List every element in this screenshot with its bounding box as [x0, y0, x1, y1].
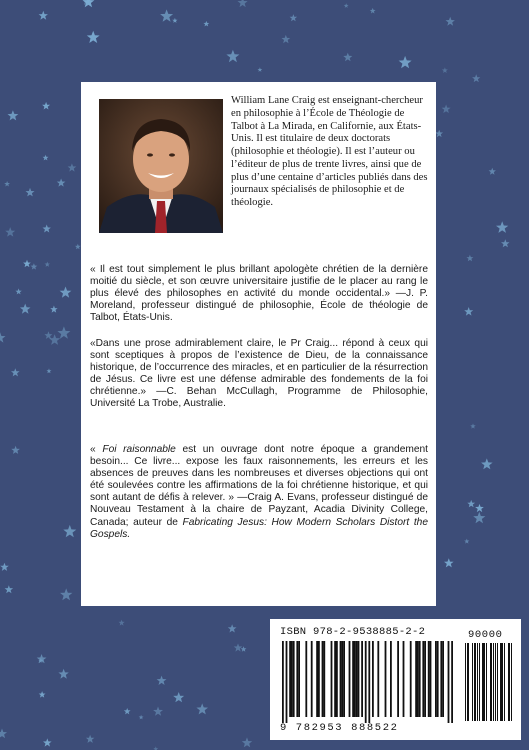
barcode-bar — [430, 641, 432, 717]
star-icon — [8, 110, 19, 120]
barcode-bar — [305, 641, 307, 717]
barcode-box — [270, 619, 521, 740]
star-icon — [49, 334, 60, 345]
price-barcode-bar — [483, 643, 484, 721]
barcode-bar — [354, 641, 356, 717]
price-barcode-bar — [497, 643, 498, 721]
price-barcode-bar — [486, 643, 487, 721]
star-icon — [124, 708, 131, 714]
star-icon — [173, 692, 184, 702]
barcode-bar — [296, 641, 298, 717]
star-icon — [343, 53, 352, 62]
endorsement-mccullagh: «Dans une prose admirablement claire, le Pr Craig... répond à ceux qui sont sceptiques à propos de l’existence de Dieu, de la connaissance historique, de l’occurrence des miracles, et en particulier de la résurrection de Jésus. Ce livre est une défense admirable des fondements de la foi chrétienne.» —C. Behan McCullagh, Programme de Philosophie, Université La Trobe, Australie. — [90, 338, 428, 410]
star-icon — [0, 332, 6, 343]
star-icon — [258, 67, 263, 72]
price-barcode-bar — [508, 643, 509, 721]
barcode-bar — [435, 641, 437, 717]
star-icon — [23, 260, 31, 267]
star-icon — [399, 56, 412, 68]
star-icon — [153, 746, 158, 750]
star-icon — [0, 729, 7, 739]
barcode-bar — [368, 641, 370, 723]
quote-open: « — [90, 444, 103, 455]
star-icon — [467, 255, 474, 262]
price-barcode-bar — [504, 643, 505, 721]
star-icon — [203, 21, 209, 27]
star-icon — [238, 0, 248, 7]
barcode-bar — [422, 641, 424, 717]
price-barcode-bar — [493, 643, 494, 721]
barcode-bar — [417, 641, 419, 717]
barcode-bar — [397, 641, 399, 717]
barcode-bar — [372, 641, 374, 717]
star-icon — [489, 168, 496, 175]
star-icon — [470, 423, 475, 428]
price-barcode-bar — [509, 643, 510, 721]
star-icon — [473, 512, 485, 524]
barcode-bar — [385, 641, 387, 717]
star-icon — [15, 288, 21, 294]
barcode-bar — [356, 641, 358, 717]
price-barcode-bar — [511, 643, 512, 721]
star-icon — [226, 50, 239, 63]
barcode-bar — [448, 641, 450, 723]
star-icon — [475, 504, 484, 512]
author-portrait-icon — [99, 99, 223, 233]
star-icon — [5, 227, 15, 237]
barcode-bar — [343, 641, 345, 717]
star-icon — [446, 17, 455, 26]
star-icon — [160, 9, 173, 21]
price-barcode-bar — [477, 643, 478, 721]
star-icon — [63, 525, 76, 537]
star-icon — [43, 155, 49, 161]
price-barcode-bar — [474, 643, 475, 721]
star-icon — [47, 368, 52, 373]
star-icon — [290, 14, 298, 21]
price-barcode-bar — [467, 643, 468, 721]
star-icon — [119, 620, 125, 626]
barcode-bar — [286, 641, 288, 723]
star-icon — [42, 102, 50, 110]
barcode-bar — [289, 641, 291, 717]
star-icon — [157, 676, 167, 685]
star-icon — [20, 304, 31, 314]
star-icon — [228, 624, 237, 632]
cited-book-title: Fabricating Jesus: How Modern Scholars Distort the Gospels. — [90, 516, 428, 540]
barcode-bar — [424, 641, 426, 717]
barcode-bar — [298, 641, 300, 717]
star-icon — [60, 588, 72, 600]
star-icon — [57, 326, 70, 338]
star-icon — [87, 31, 100, 43]
star-icon — [496, 221, 508, 233]
star-icon — [26, 188, 35, 197]
star-icon — [139, 715, 144, 720]
barcode-bar — [390, 641, 392, 717]
price-digits: 90000 — [468, 629, 503, 641]
price-barcode-bar — [495, 643, 496, 721]
ean-barcode-icon — [282, 641, 462, 723]
barcode-bar — [365, 641, 367, 723]
star-icon — [31, 263, 38, 269]
star-icon — [68, 163, 77, 171]
price-barcode-bar — [502, 643, 503, 721]
star-icon — [464, 539, 469, 544]
barcode-bar — [415, 641, 417, 717]
star-icon — [45, 262, 51, 267]
barcode-bar — [403, 641, 405, 717]
star-icon — [234, 643, 243, 651]
barcode-bar — [322, 641, 324, 717]
barcode-bar — [358, 641, 360, 717]
star-icon — [11, 446, 20, 454]
star-icon — [444, 558, 454, 567]
star-icon — [43, 738, 52, 746]
barcode-bar — [428, 641, 430, 717]
barcode-bar — [336, 641, 338, 717]
price-barcode-bar — [482, 643, 483, 721]
star-icon — [43, 225, 51, 233]
star-icon — [481, 458, 493, 469]
endorsement-evans — [90, 444, 428, 541]
star-icon — [60, 287, 72, 298]
barcode-bar — [440, 641, 442, 717]
price-barcode-bar — [501, 643, 502, 721]
star-icon — [196, 703, 208, 714]
barcode-bar — [334, 641, 336, 717]
price-barcode-bar — [491, 643, 492, 721]
star-icon — [442, 67, 448, 73]
star-icon — [39, 691, 46, 698]
star-icon — [86, 735, 95, 743]
star-icon — [153, 707, 163, 716]
barcode-bar — [437, 641, 439, 717]
star-icon — [75, 244, 81, 250]
star-icon — [58, 669, 68, 679]
star-icon — [172, 18, 177, 23]
barcode-bar — [410, 641, 412, 717]
star-icon — [50, 306, 57, 313]
star-icon — [5, 585, 14, 593]
star-icon — [442, 105, 451, 114]
star-icon — [11, 368, 20, 376]
price-barcode-bar — [490, 643, 491, 721]
star-icon — [435, 130, 443, 137]
star-icon — [344, 3, 349, 8]
back-cover-panel — [81, 82, 436, 606]
star-icon — [0, 563, 9, 571]
price-barcode-bar — [475, 643, 476, 721]
barcode-bar — [311, 641, 313, 717]
barcode-bar — [451, 641, 453, 723]
price-barcode-icon — [465, 643, 515, 723]
star-icon — [242, 737, 252, 747]
price-barcode-bar — [500, 643, 501, 721]
star-icon — [57, 179, 66, 187]
barcode-bar — [331, 641, 333, 717]
barcode-bar — [293, 641, 295, 717]
author-bio: William Lane Craig est enseignant-chercheur en philosophie à l’École de Théologie de Talbot à La Mirada, en Californie, aux États-Unis. Il est titulaire de deux doctorats (philosophie et théologie). Il est l’auteur ou l’éditeur de plus de trente livres, ainsi que de plus d’une centaine d’articles publiés dans des journaux spécialisés de philosophie et de théologie. — [231, 95, 428, 208]
barcode-bar — [349, 641, 351, 717]
ean-digits: 9 782953 888522 — [280, 722, 399, 734]
barcode-bar — [340, 641, 342, 717]
barcode-bar — [291, 641, 293, 717]
barcode-bar — [352, 641, 354, 717]
star-icon — [464, 307, 473, 316]
star-icon — [472, 74, 480, 82]
price-barcode-bar — [484, 643, 485, 721]
price-barcode-bar — [472, 643, 473, 721]
barcode-bar — [323, 641, 325, 717]
price-barcode-bar — [479, 643, 480, 721]
star-icon — [4, 181, 10, 187]
barcode-bar — [442, 641, 444, 717]
barcode-bar — [318, 641, 320, 717]
barcode-bar — [316, 641, 318, 717]
barcode-bar — [341, 641, 343, 717]
book-title: Foi raisonnable — [102, 444, 176, 455]
star-icon — [370, 8, 376, 14]
star-icon — [467, 500, 475, 507]
isbn-label: ISBN 978-2-9538885-2-2 — [280, 626, 426, 638]
star-icon — [501, 239, 510, 247]
barcode-bar — [361, 641, 363, 717]
price-barcode-bar — [465, 643, 466, 721]
barcode-bar — [377, 641, 379, 717]
endorsement-moreland: « Il est tout simplement le plus brillant apologète chrétien de la dernière moitié du siècle, et son œuvre universitaire justifie de le placer au rang le plus élevé des philosophes en activité du monde occidental.» —J. P. Moreland, professeur distingué de philosophie, École de théologie de Talbot, États-Unis. — [90, 264, 428, 324]
star-icon — [241, 646, 247, 651]
barcode-bar — [419, 641, 421, 717]
star-icon — [282, 35, 291, 43]
barcode-bar — [282, 641, 284, 723]
quote-body: est un ouvrage dont notre époque a grandement besoin... Ce livre... expose les faux raisonnements, les erreurs et les absences de preuves dans les nombreuses et diverses objections qui ont été soulevées contre les affirmations de la foi chrétienne historique, et qui sont autant de défis à relever. » —Craig A. Evans, professeur distingué de Nouveau Testament à la chaire de Payzant, Acadia Divinity College, Canada; auteur de — [90, 444, 429, 528]
star-icon — [44, 331, 52, 339]
price-barcode-bar — [468, 643, 469, 721]
star-icon — [39, 11, 48, 20]
